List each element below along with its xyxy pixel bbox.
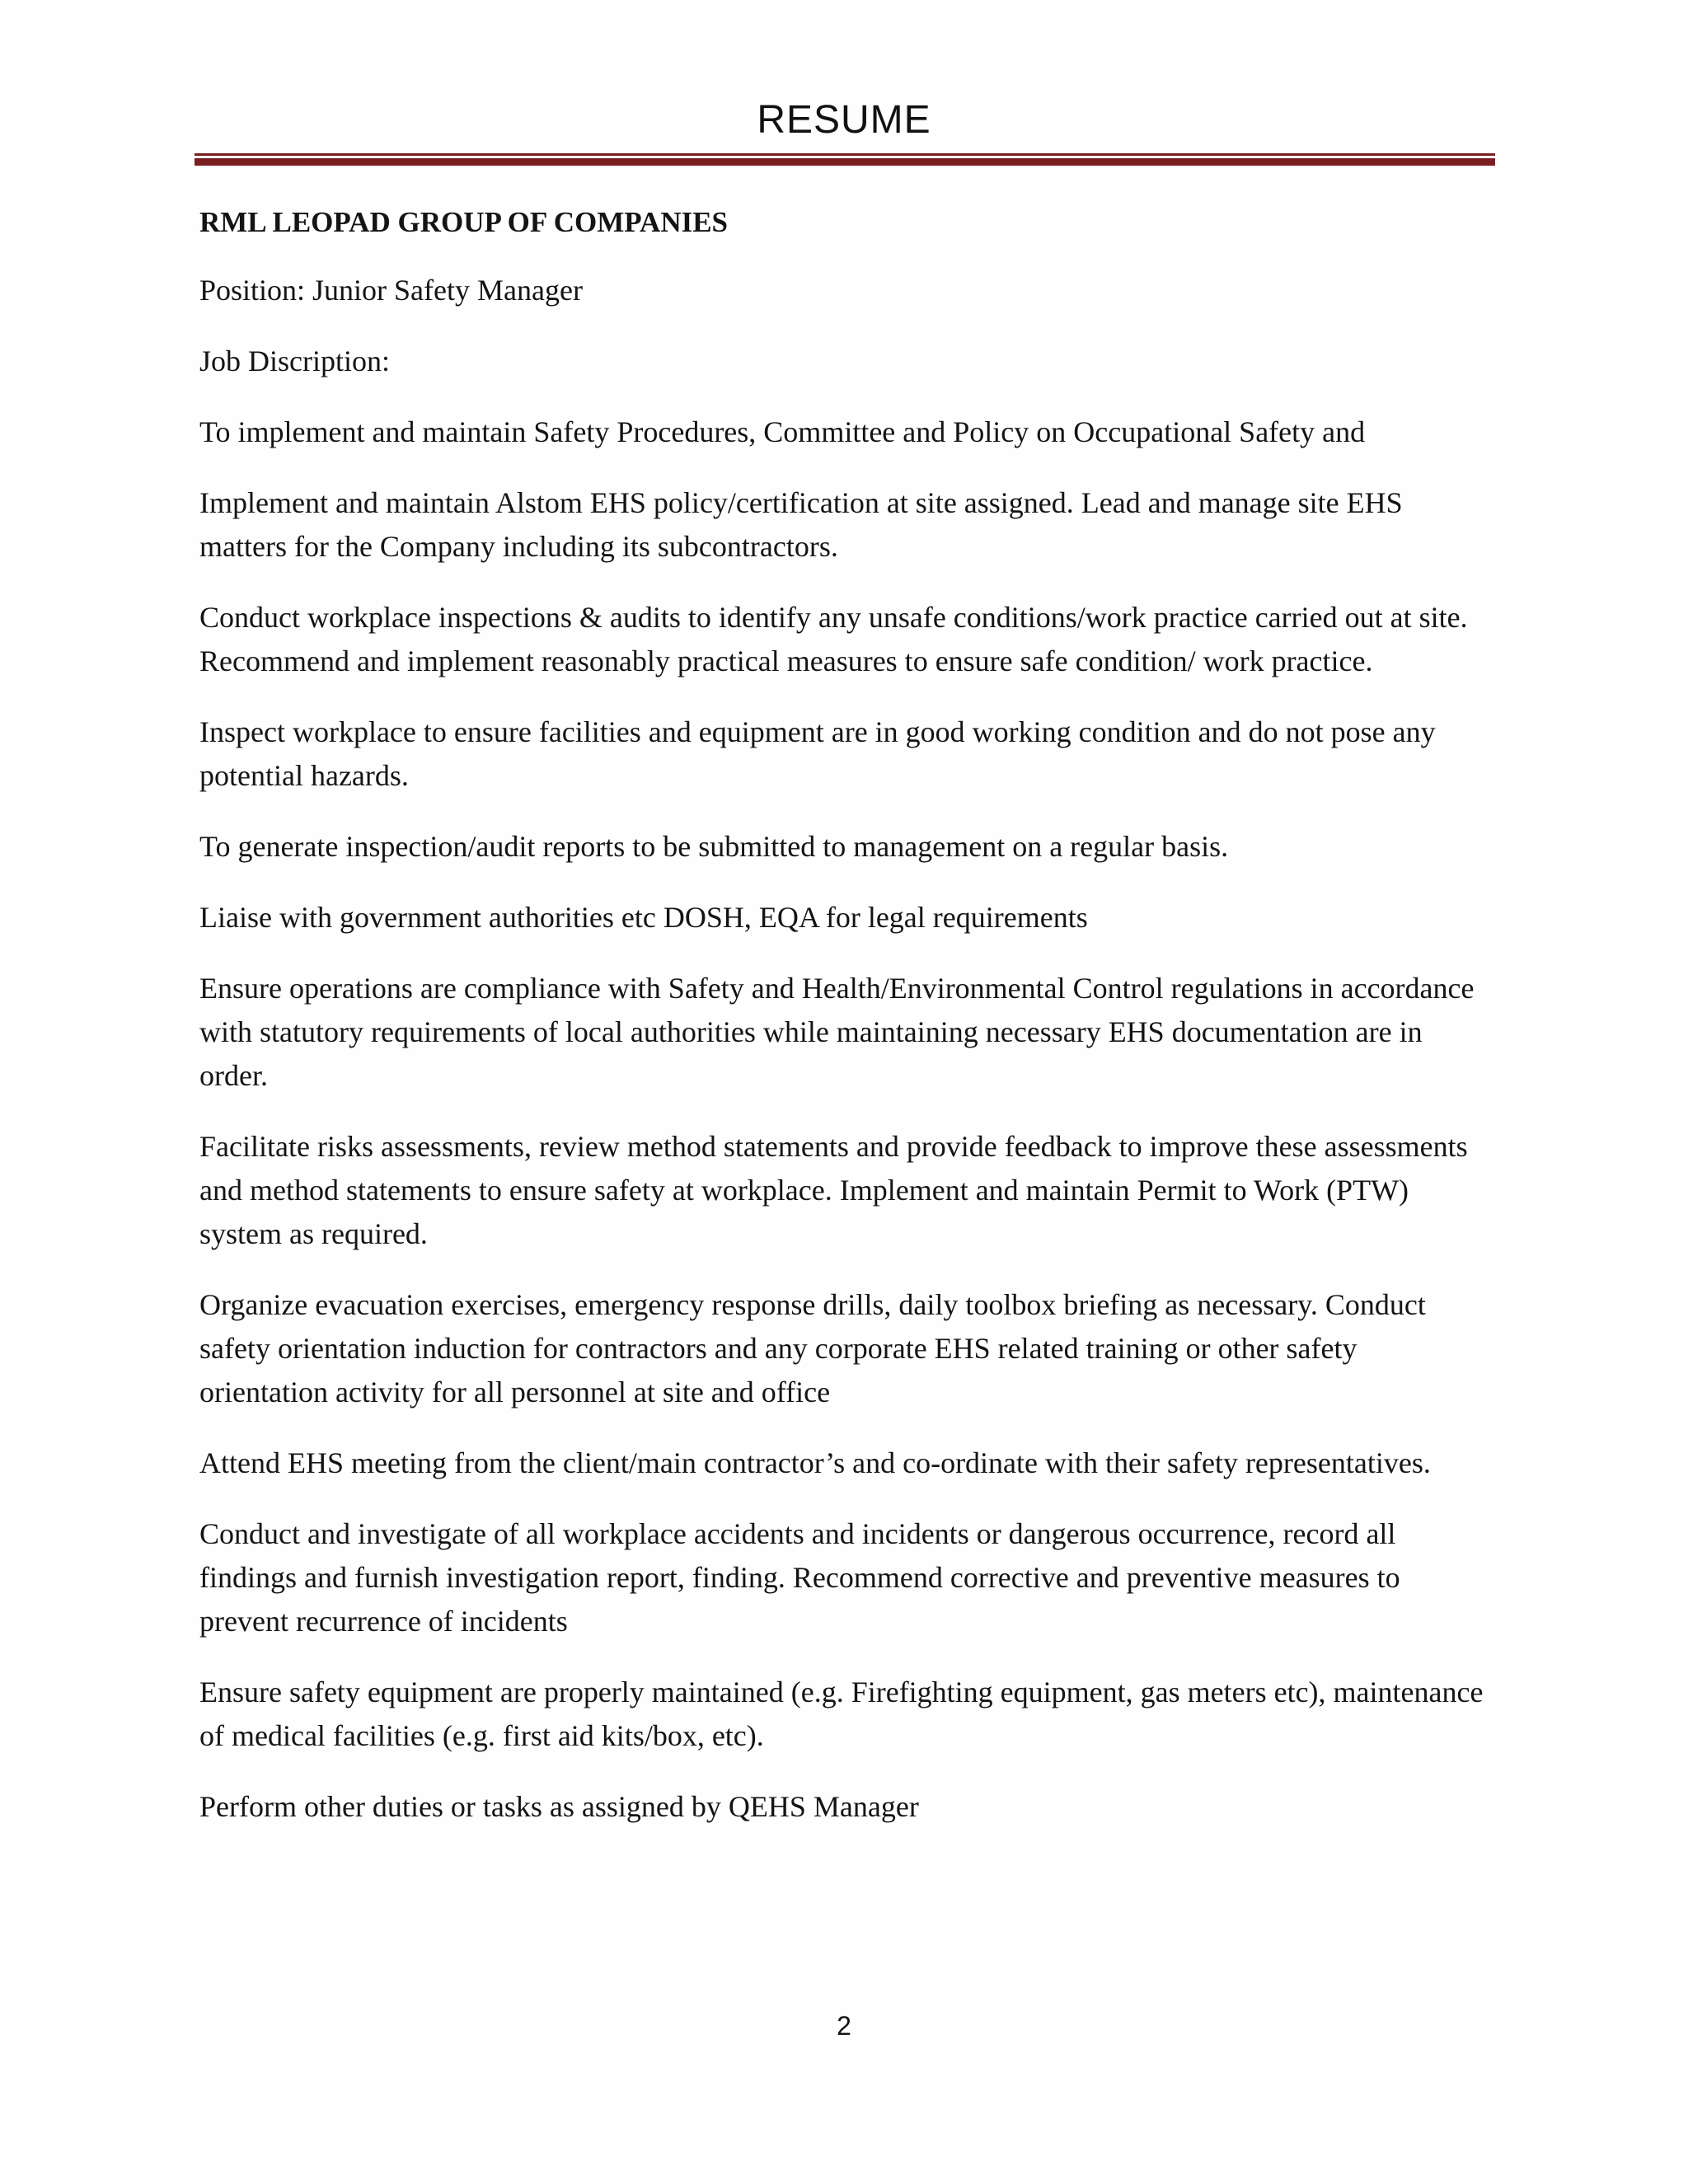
document-title: RESUME	[757, 98, 931, 142]
job-duty-paragraph: Perform other duties or tasks as assigned by QEHS Manager	[199, 1790, 919, 1823]
job-duty-paragraph: Inspect workplace to ensure facilities and equipment are in good working condition and do not pose any potential hazards.	[199, 715, 1436, 792]
job-duty-paragraph: Organize evacuation exercises, emergency response drills, daily toolbox briefing as necessary. Conduct safety orientation induction for contractors and any corporate EHS related training or other safety orientation activity for all personnel at site and office	[199, 1288, 1426, 1408]
job-duty-paragraph: To implement and maintain Safety Procedures, Committee and Policy on Occupational Safety and	[199, 415, 1366, 448]
position-line: Position: Junior Safety Manager	[199, 274, 583, 307]
job-duty-paragraph: Ensure safety equipment are properly maintained (e.g. Firefighting equipment, gas meters etc), maintenance of medical facilities (e.g. first aid kits/box, etc).	[199, 1675, 1484, 1752]
company-name: RML LEOPAD GROUP OF COMPANIES	[199, 206, 729, 238]
job-duty-paragraph: Liaise with government authorities etc DOSH, EQA for legal requirements	[199, 901, 1088, 934]
job-duty-paragraph: To generate inspection/audit reports to be submitted to management on a regular basis.	[199, 830, 1229, 863]
job-duty-paragraph: Facilitate risks assessments, review method statements and provide feedback to improve these assessments and method statements to ensure safety at workplace. Implement and maintain Permit to Work (PTW) system as required.	[199, 1130, 1468, 1250]
job-duty-paragraph: Conduct and investigate of all workplace accidents and incidents or dangerous occurrence, record all findings and furnish investigation report, finding. Recommend corrective and preventive measures to prevent recurrence of incidents	[199, 1517, 1400, 1638]
header-rule-thin	[195, 153, 1495, 156]
job-description-label: Job Discription:	[199, 344, 390, 377]
document-body	[199, 204, 1485, 1856]
job-duty-paragraph: Ensure operations are compliance with Safety and Health/Environmental Control regulations in accordance with statutory requirements of local authorities while maintaining necessary EHS documentation are in order.	[199, 972, 1475, 1092]
page-number: 2	[837, 2011, 851, 2041]
job-duty-paragraph: Conduct workplace inspections & audits to identify any unsafe conditions/work practice carried out at site. Recommend and implement reasonably practical measures to ensure safe condition/ work practice.	[199, 601, 1468, 677]
header-rule-thick	[195, 158, 1495, 166]
job-duty-paragraph: Implement and maintain Alstom EHS policy/certification at site assigned. Lead and manage site EHS matters for the Company including its subcontractors.	[199, 486, 1403, 563]
job-duty-paragraph: Attend EHS meeting from the client/main contractor’s and co-ordinate with their safety representatives.	[199, 1446, 1431, 1479]
